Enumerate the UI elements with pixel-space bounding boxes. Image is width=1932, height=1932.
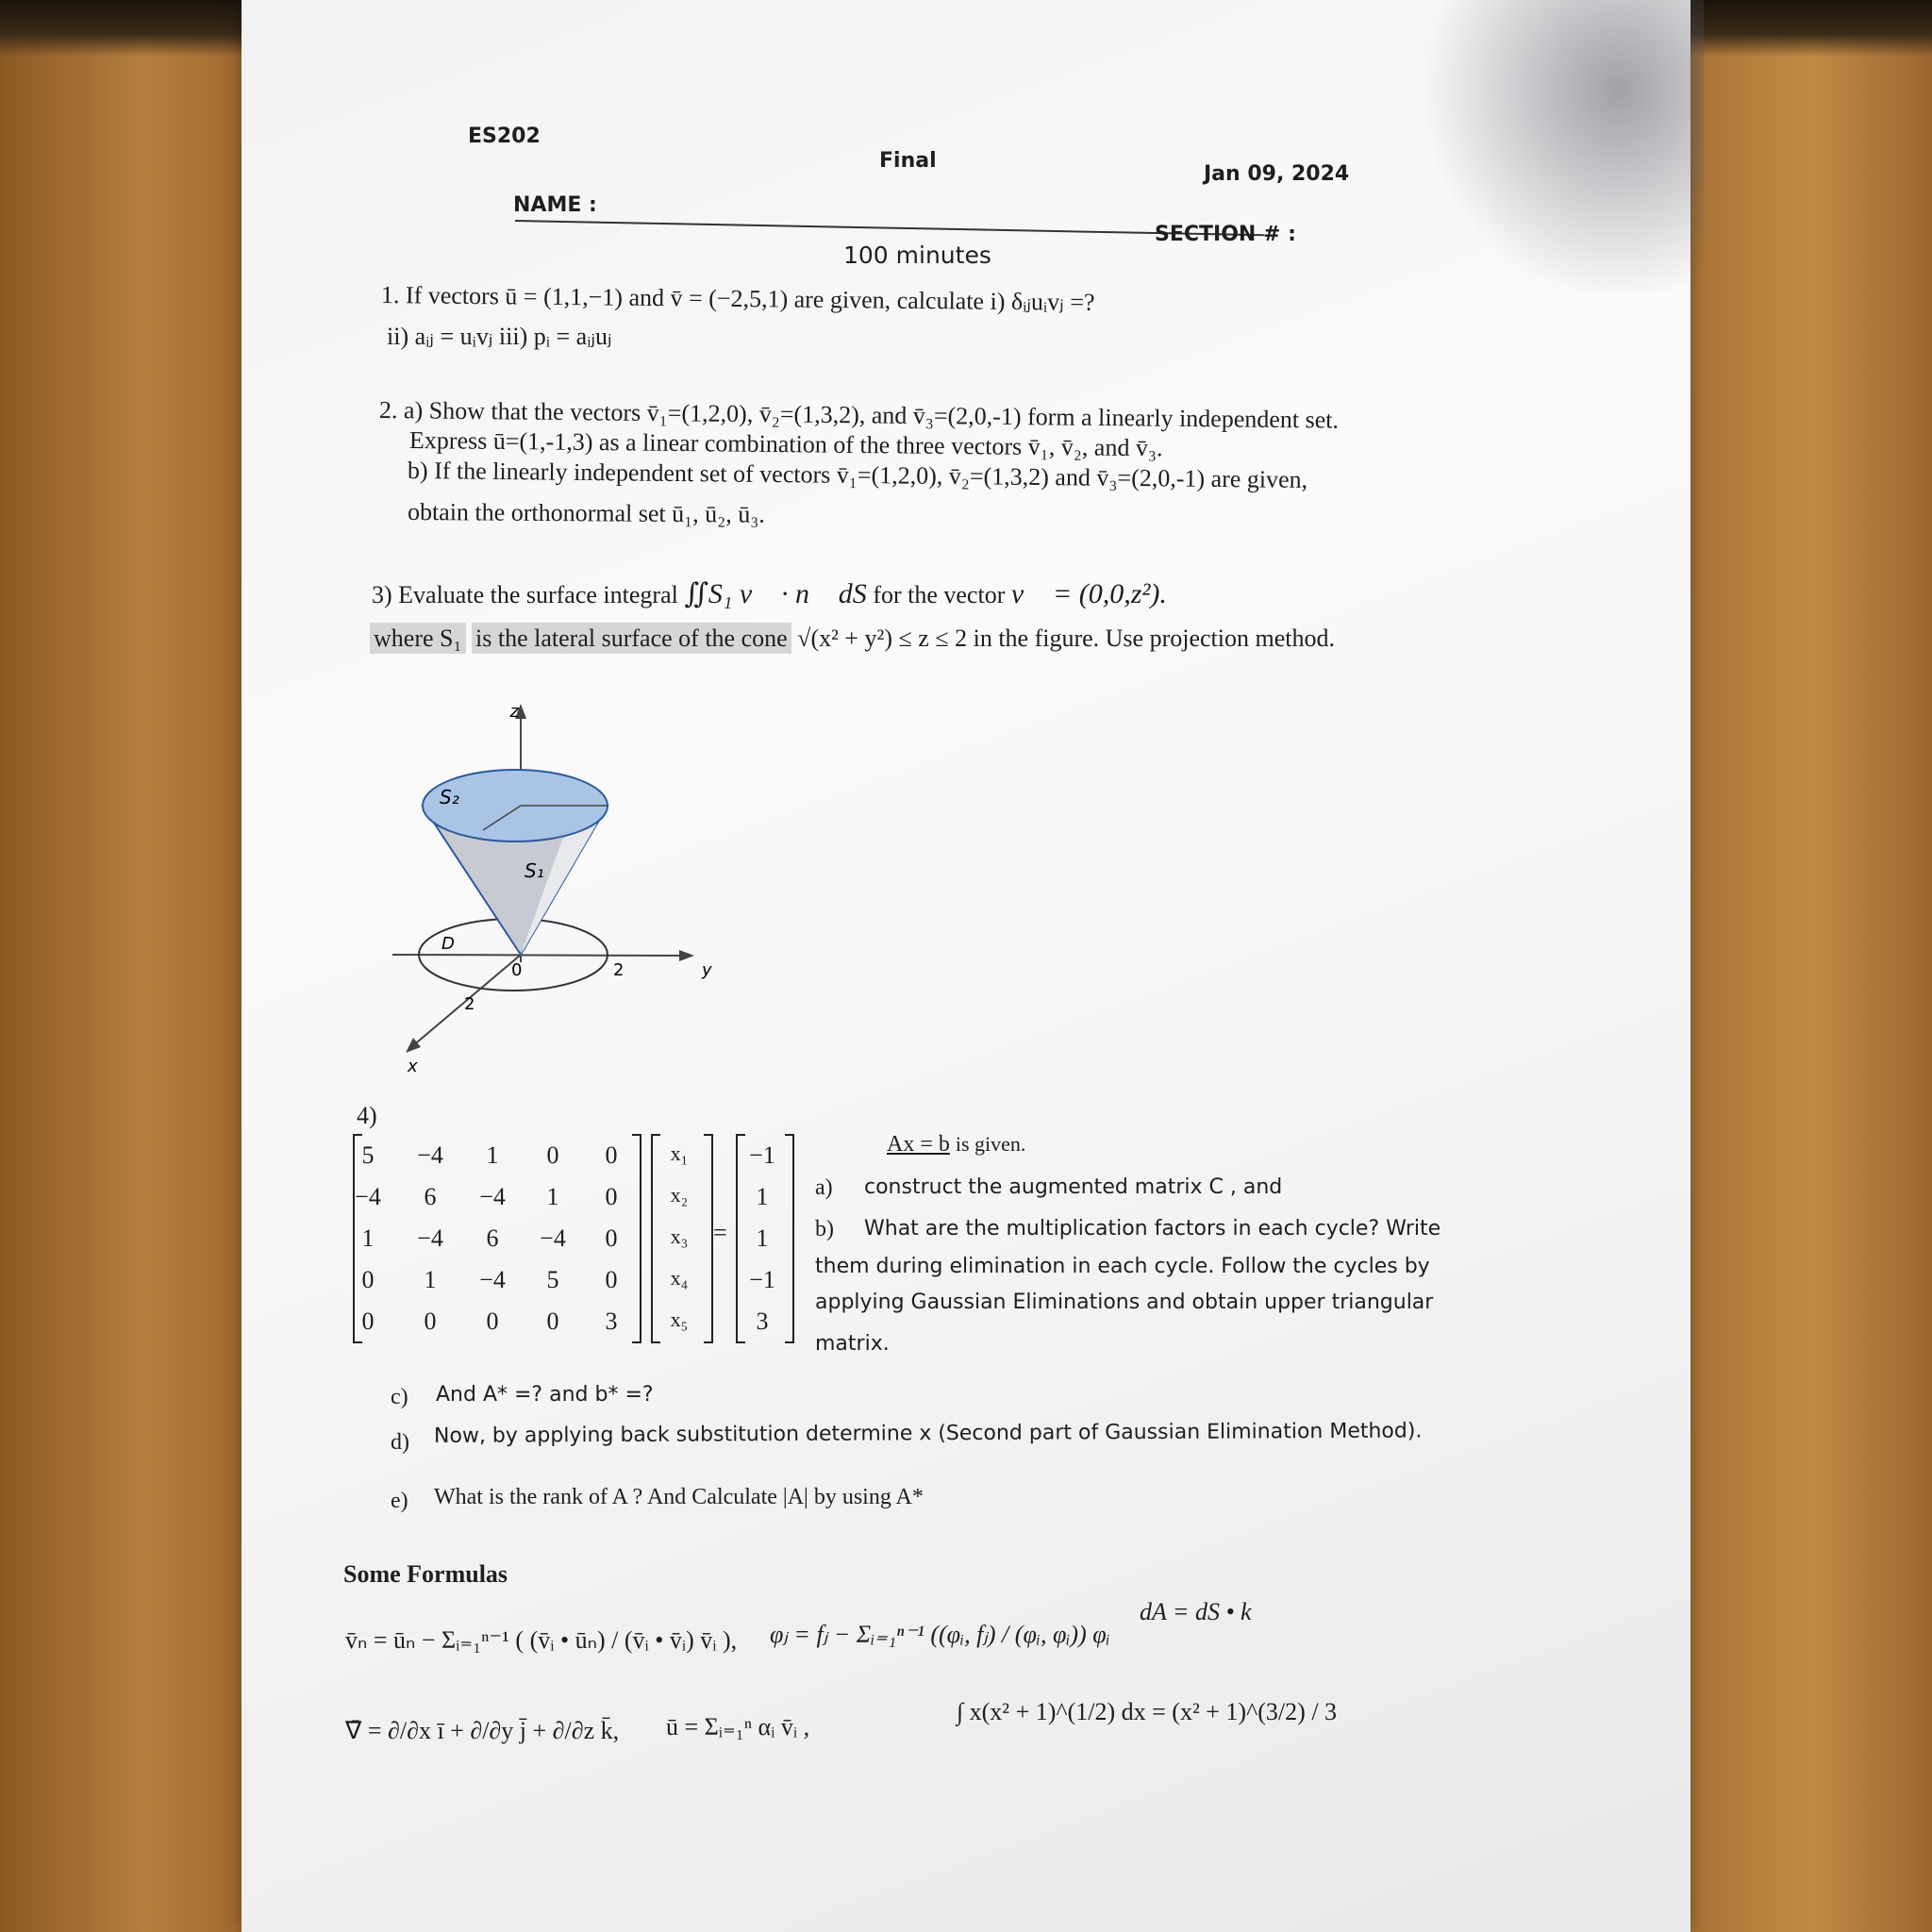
- formula-phi: φⱼ = fⱼ − Σᵢ₌₁ⁿ⁻¹ ((φᵢ, fⱼ) / (φᵢ, φᵢ)) φᵢ: [770, 1621, 1110, 1648]
- vector-x-cell: x₅: [670, 1307, 689, 1331]
- matrix-a-cell: 6: [486, 1224, 499, 1252]
- q4-a-label: a): [815, 1175, 833, 1200]
- q4-c-label: c): [391, 1385, 408, 1409]
- formula-gram-schmidt: v̄ₙ = ūₙ − Σᵢ₌₁ⁿ⁻¹ ( (v̄ᵢ • ūₙ) / (v̄ᵢ • v̄ᵢ) v̄ᵢ ),: [345, 1626, 738, 1654]
- q4-number: 4): [357, 1102, 377, 1129]
- q4-c-text: And A* =? and b* =?: [436, 1383, 654, 1407]
- exam-paper: [242, 0, 1690, 1932]
- matrix-a-cell: 1: [424, 1266, 437, 1293]
- q4-b-line4: matrix.: [815, 1332, 890, 1356]
- z-label: z: [509, 702, 519, 722]
- course-code: ES202: [468, 125, 541, 148]
- vector-x-cell: x₂: [670, 1183, 689, 1207]
- vector-x-cell: x₄: [670, 1266, 689, 1290]
- name-label: NAME :: [513, 193, 597, 217]
- vector-x-cell: x₁: [670, 1141, 689, 1165]
- cone-figure: [392, 698, 789, 1075]
- matrix-a-cell: 1: [361, 1224, 375, 1252]
- name-line: [515, 220, 1264, 236]
- matrix-a-cell: 6: [424, 1183, 437, 1210]
- matrix-a-cell: 5: [546, 1266, 559, 1293]
- q3-vector: v⃗ = (0,0,z²).: [1010, 578, 1167, 609]
- x-label: x: [408, 1057, 418, 1075]
- matrix-a-cell: 0: [605, 1266, 618, 1293]
- matrix-a-cell: 0: [361, 1266, 375, 1293]
- matrix-a-cell: 0: [424, 1307, 437, 1335]
- vector-b-cell: −1: [749, 1266, 775, 1293]
- q4-e-text: What is the rank of A ? And Calculate |A| by using A*: [434, 1485, 924, 1509]
- q4-d-text: Now, by applying back substitution determine x (Second part of Gaussian Elimination Method).: [433, 1419, 1423, 1448]
- formula-integral: ∫ x(x² + 1)^(1/2) dx = (x² + 1)^(3/2) / 3: [957, 1698, 1338, 1725]
- section-label: SECTION # :: [1155, 223, 1296, 246]
- q2-line3: b) If the linearly independent set of vectors v̄₁=(1,2,0), v̄₂=(1,3,2) and v̄₃=(2,0,-1) are given,: [407, 457, 1308, 493]
- matrix-a-cell: −4: [540, 1224, 566, 1252]
- vector-b-cell: 1: [756, 1183, 769, 1210]
- matrix-a-cell: −4: [417, 1141, 443, 1169]
- formula-da: dA = dS • k: [1140, 1598, 1252, 1625]
- q4-b-line1: What are the multiplication factors in each cycle? Write: [864, 1217, 1441, 1241]
- matrix-a-cell: 0: [546, 1307, 559, 1335]
- q4-e-label: e): [391, 1489, 408, 1513]
- matrix-a-cell: 5: [361, 1141, 375, 1169]
- q1-line2: ii) aᵢⱼ = uᵢvⱼ iii) pᵢ = aᵢⱼuⱼ: [387, 323, 612, 350]
- q4-a-text: construct the augmented matrix C , and: [864, 1175, 1283, 1199]
- vector-b-cell: 3: [756, 1307, 769, 1335]
- y-arrow: [679, 950, 694, 961]
- q4-b-label: b): [815, 1217, 834, 1241]
- exam-date: Jan 09, 2024: [1204, 162, 1350, 186]
- q2-line2: Express ū=(1,-1,3) as a linear combination of the three vectors v̄₁, v̄₂, and v̄₃.: [408, 426, 1163, 462]
- q3-where-line: [370, 625, 1335, 653]
- q4-d-label: d): [391, 1430, 409, 1455]
- formula-u-sum: ū = Σᵢ₌₁ⁿ αᵢ v̄ᵢ ,: [666, 1713, 810, 1740]
- table-surface-left: [0, 0, 242, 1932]
- formula-nabla: ∇̄ = ∂/∂x ī + ∂/∂y j̄ + ∂/∂z k̄,: [345, 1717, 620, 1744]
- matrix-a-cell: 3: [605, 1307, 618, 1335]
- q3-lateral: is the lateral surface of the cone: [472, 623, 791, 654]
- equals-sign: =: [713, 1219, 727, 1246]
- s1-label: S₁: [525, 859, 544, 882]
- vector-b-cell: 1: [756, 1224, 769, 1252]
- q3-integral: ∬S₁ v⃗ · n⃗ dS: [684, 578, 867, 609]
- y-axis: [392, 955, 687, 956]
- q1-line1: 1. If vectors ū = (1,1,−1) and v̄ = (−2,5,1) are given, calculate i) δᵢⱼuᵢvⱼ =?: [380, 281, 1095, 316]
- q4-given-suffix: is given.: [955, 1132, 1026, 1156]
- q3-cone: √(x² + y²) ≤ z ≤ 2 in the figure. Use projection method.: [797, 625, 1335, 652]
- vector-b-cell: −1: [749, 1141, 775, 1169]
- formulas-title: Some Formulas: [343, 1560, 508, 1588]
- q3-line1b: for the vector: [873, 581, 1006, 608]
- q3-where: where S₁: [370, 623, 466, 654]
- matrix-a-cell: 1: [486, 1141, 499, 1169]
- origin-label: 0: [511, 960, 523, 980]
- q3-intro: [372, 577, 1167, 610]
- y-label: y: [702, 960, 712, 980]
- q2-line4: obtain the orthonormal set ū₁, ū₂, ū₃.: [407, 498, 765, 528]
- matrix-a-cell: 0: [546, 1141, 559, 1169]
- q3-line1a: 3) Evaluate the surface integral: [372, 581, 678, 608]
- duration: 100 minutes: [843, 242, 991, 269]
- s2-label: S₂: [440, 786, 459, 808]
- vector-x-cell: x₃: [670, 1224, 689, 1248]
- matrix-a-cell: −4: [355, 1183, 381, 1210]
- matrix-a-cell: −4: [479, 1266, 506, 1293]
- matrix-a-cell: 0: [605, 1141, 618, 1169]
- q4-given-eq: Ax = b: [887, 1132, 950, 1157]
- y-tick-label: 2: [613, 960, 625, 980]
- matrix-a-cell: −4: [479, 1183, 506, 1210]
- q4-given-line: [887, 1132, 1025, 1158]
- paper-shadow: [1421, 0, 1704, 302]
- exam-title: Final: [879, 149, 937, 173]
- matrix-a-cell: −4: [417, 1224, 443, 1252]
- q4-b-line3: applying Gaussian Eliminations and obtain upper triangular: [815, 1291, 1434, 1314]
- matrix-a-cell: 0: [605, 1224, 618, 1252]
- x-tick-label: 2: [464, 994, 475, 1014]
- q4-b-line2: them during elimination in each cycle. Follow the cycles by: [815, 1255, 1430, 1278]
- matrix-a-cell: 1: [546, 1183, 559, 1210]
- matrix-a-cell: 0: [486, 1307, 499, 1335]
- table-surface-right: [1690, 0, 1932, 1932]
- q2-line1: 2. a) Show that the vectors v̄₁=(1,2,0), v̄₂=(1,3,2), and v̄₃=(2,0,-1) form a linearly independent set.: [378, 396, 1340, 434]
- matrix-a-cell: 0: [361, 1307, 375, 1335]
- d-label: D: [441, 934, 455, 954]
- matrix-a-cell: 0: [605, 1183, 618, 1210]
